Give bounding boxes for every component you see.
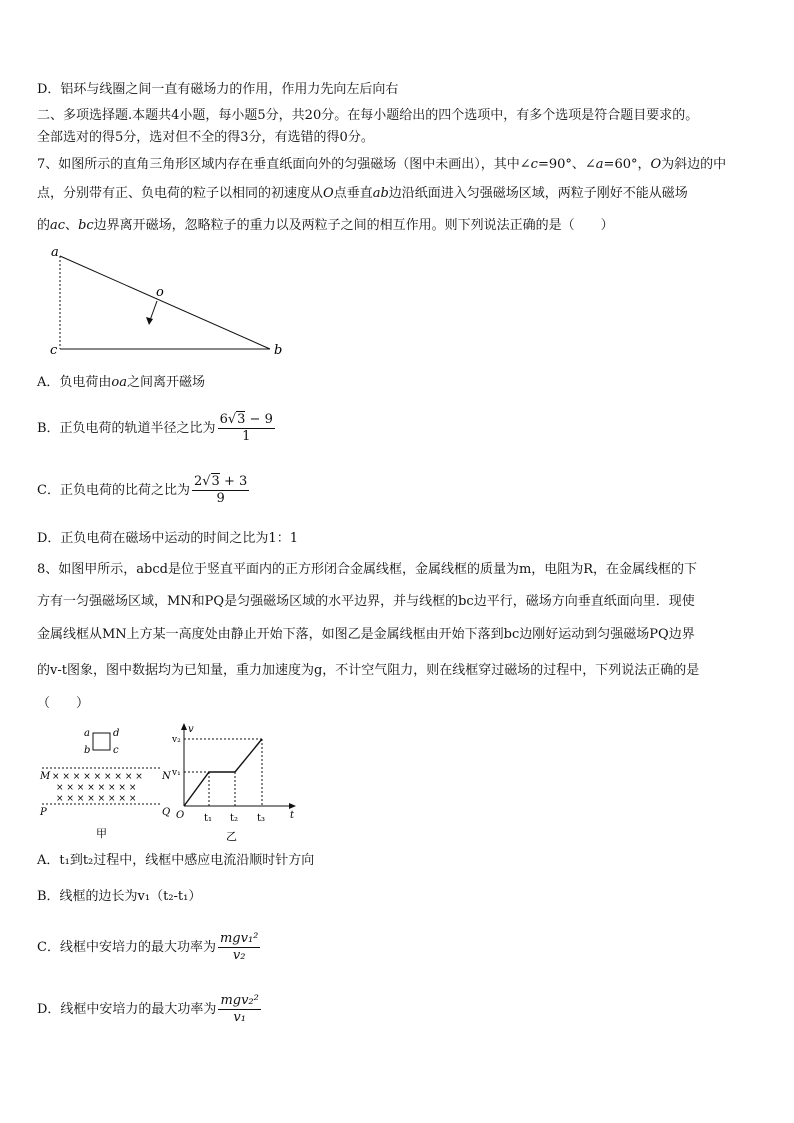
q8-stem-line2: 方有一匀强磁场区域，MN和PQ是匀强磁场区域的水平边界，并与线框的bc边平行，磁场方向垂直纸面向里．现使 <box>37 594 695 609</box>
svg-text:t: t <box>290 810 295 821</box>
svg-text:P: P <box>40 807 47 818</box>
q7-option-d: D．正负电荷在磁场中运动的时间之比为1：1 <box>37 531 298 546</box>
q8-option-b: B．线框的边长为v₁（t₂-t₁） <box>37 889 202 904</box>
q8-option-c: C．线框中安培力的最大功率为 $\frac{\text{mgv₁²}}{\text{v₂}}$ <box>37 931 259 963</box>
q7-c-fraction: $\frac{2√3 + 3}{9}$ <box>193 474 248 506</box>
svg-text:O: O <box>176 810 185 821</box>
q7-option-a: A．负电荷由oa之间离开磁场 <box>37 375 205 390</box>
svg-text:d: d <box>113 728 120 739</box>
label-b: b <box>274 343 283 358</box>
section-heading: 二、多项选择题.本题共4小题，每小题5分，共20分。在每小题给出的四个选项中，有多个选项是符合题目要求的。 <box>37 108 699 123</box>
svg-text:v₂: v₂ <box>172 735 181 745</box>
q8-d-fraction: $\frac{\text{mgv₂²}}{\text{v₁}}$ <box>220 993 259 1025</box>
svg-text:Q: Q <box>162 807 171 818</box>
svg-text:t₁: t₁ <box>204 813 213 824</box>
svg-text:c: c <box>113 745 119 756</box>
svg-text:b: b <box>84 745 91 756</box>
q7-b-fraction: $\frac{6√3 - 9}{1}$ <box>219 412 273 444</box>
svg-text:× × × × × × × × ×: × × × × × × × × × <box>52 772 143 782</box>
q7-stem-line1: 7、如图所示的直角三角形区域内存在垂直纸面向外的匀强磁场（图中未画出），其中∠c=90°、∠a=60°，O为斜边的中 <box>37 157 727 172</box>
svg-text:a: a <box>84 728 90 739</box>
q8-option-a: A．t₁到t₂过程中，线框中感应电流沿顺时针方向 <box>37 853 315 868</box>
q7-triangle-figure <box>45 243 295 361</box>
q8-stem-line1: 8、如图甲所示，abcd是位于竖直平面内的正方形闭合金属线框，金属线框的质量为m，电阻为R，在金属线框的下 <box>37 562 698 577</box>
label-c: c <box>50 343 58 358</box>
q8-figure-yi-vt-graph <box>172 720 302 844</box>
svg-text:× × × × × × × ×: × × × × × × × × <box>56 794 137 804</box>
label-o: o <box>156 285 164 300</box>
q7-option-b: B．正负电荷的轨道半径之比为 $\frac{6√3 - 9}{1}$ <box>37 412 273 444</box>
svg-text:t₂: t₂ <box>230 813 239 824</box>
svg-text:× × × × × × × ×: × × × × × × × × <box>56 783 137 793</box>
svg-text:v: v <box>188 724 194 735</box>
q8-c-fraction: $\frac{\text{mgv₁²}}{\text{v₂}}$ <box>219 931 259 963</box>
q8-stem-line5: （ ） <box>37 696 90 711</box>
svg-text:M: M <box>40 771 51 782</box>
section-scoring: 全部选对的得5分，选对但不全的得3分，有选错的得0分。 <box>37 130 374 145</box>
svg-text:甲: 甲 <box>96 827 107 840</box>
q8-option-d: D．线框中安培力的最大功率为 $\frac{\text{mgv₂²}}{\text{v₁}}$ <box>37 993 259 1025</box>
svg-text:N: N <box>162 771 171 782</box>
q8-stem-line4: 的v-t图象，图中数据均为已知量，重力加速度为g，不计空气阻力，则在线框穿过磁场的过程中，下列说法正确的是 <box>37 663 700 678</box>
q8-stem-line3: 金属线框从MN上方某一高度处由静止开始下落，如图乙是金属线框由开始下落到bc边刚好运动到匀强磁场PQ边界 <box>37 627 695 642</box>
q7-stem-line2: 点，分别带有正、负电荷的粒子以相同的初速度从O点垂直ab边沿纸面进入匀强磁场区域，两粒子刚好不能从磁场 <box>37 186 688 201</box>
svg-text:v₁: v₁ <box>172 768 181 778</box>
svg-text:乙: 乙 <box>226 830 237 843</box>
q7-option-c: C．正负电荷的比荷之比为 $\frac{2√3 + 3}{9}$ <box>37 474 248 506</box>
q8-figure-jia <box>38 722 173 840</box>
option-d-prev: D．铝环与线圈之间一直有磁场力的作用，作用力先向左后向右 <box>37 82 399 97</box>
label-a: a <box>51 245 59 260</box>
q7-stem-line3: 的ac、bc边界离开磁场，忽略粒子的重力以及两粒子之间的相互作用。则下列说法正确的是（ ） <box>37 218 614 233</box>
svg-text:t₃: t₃ <box>257 813 266 824</box>
